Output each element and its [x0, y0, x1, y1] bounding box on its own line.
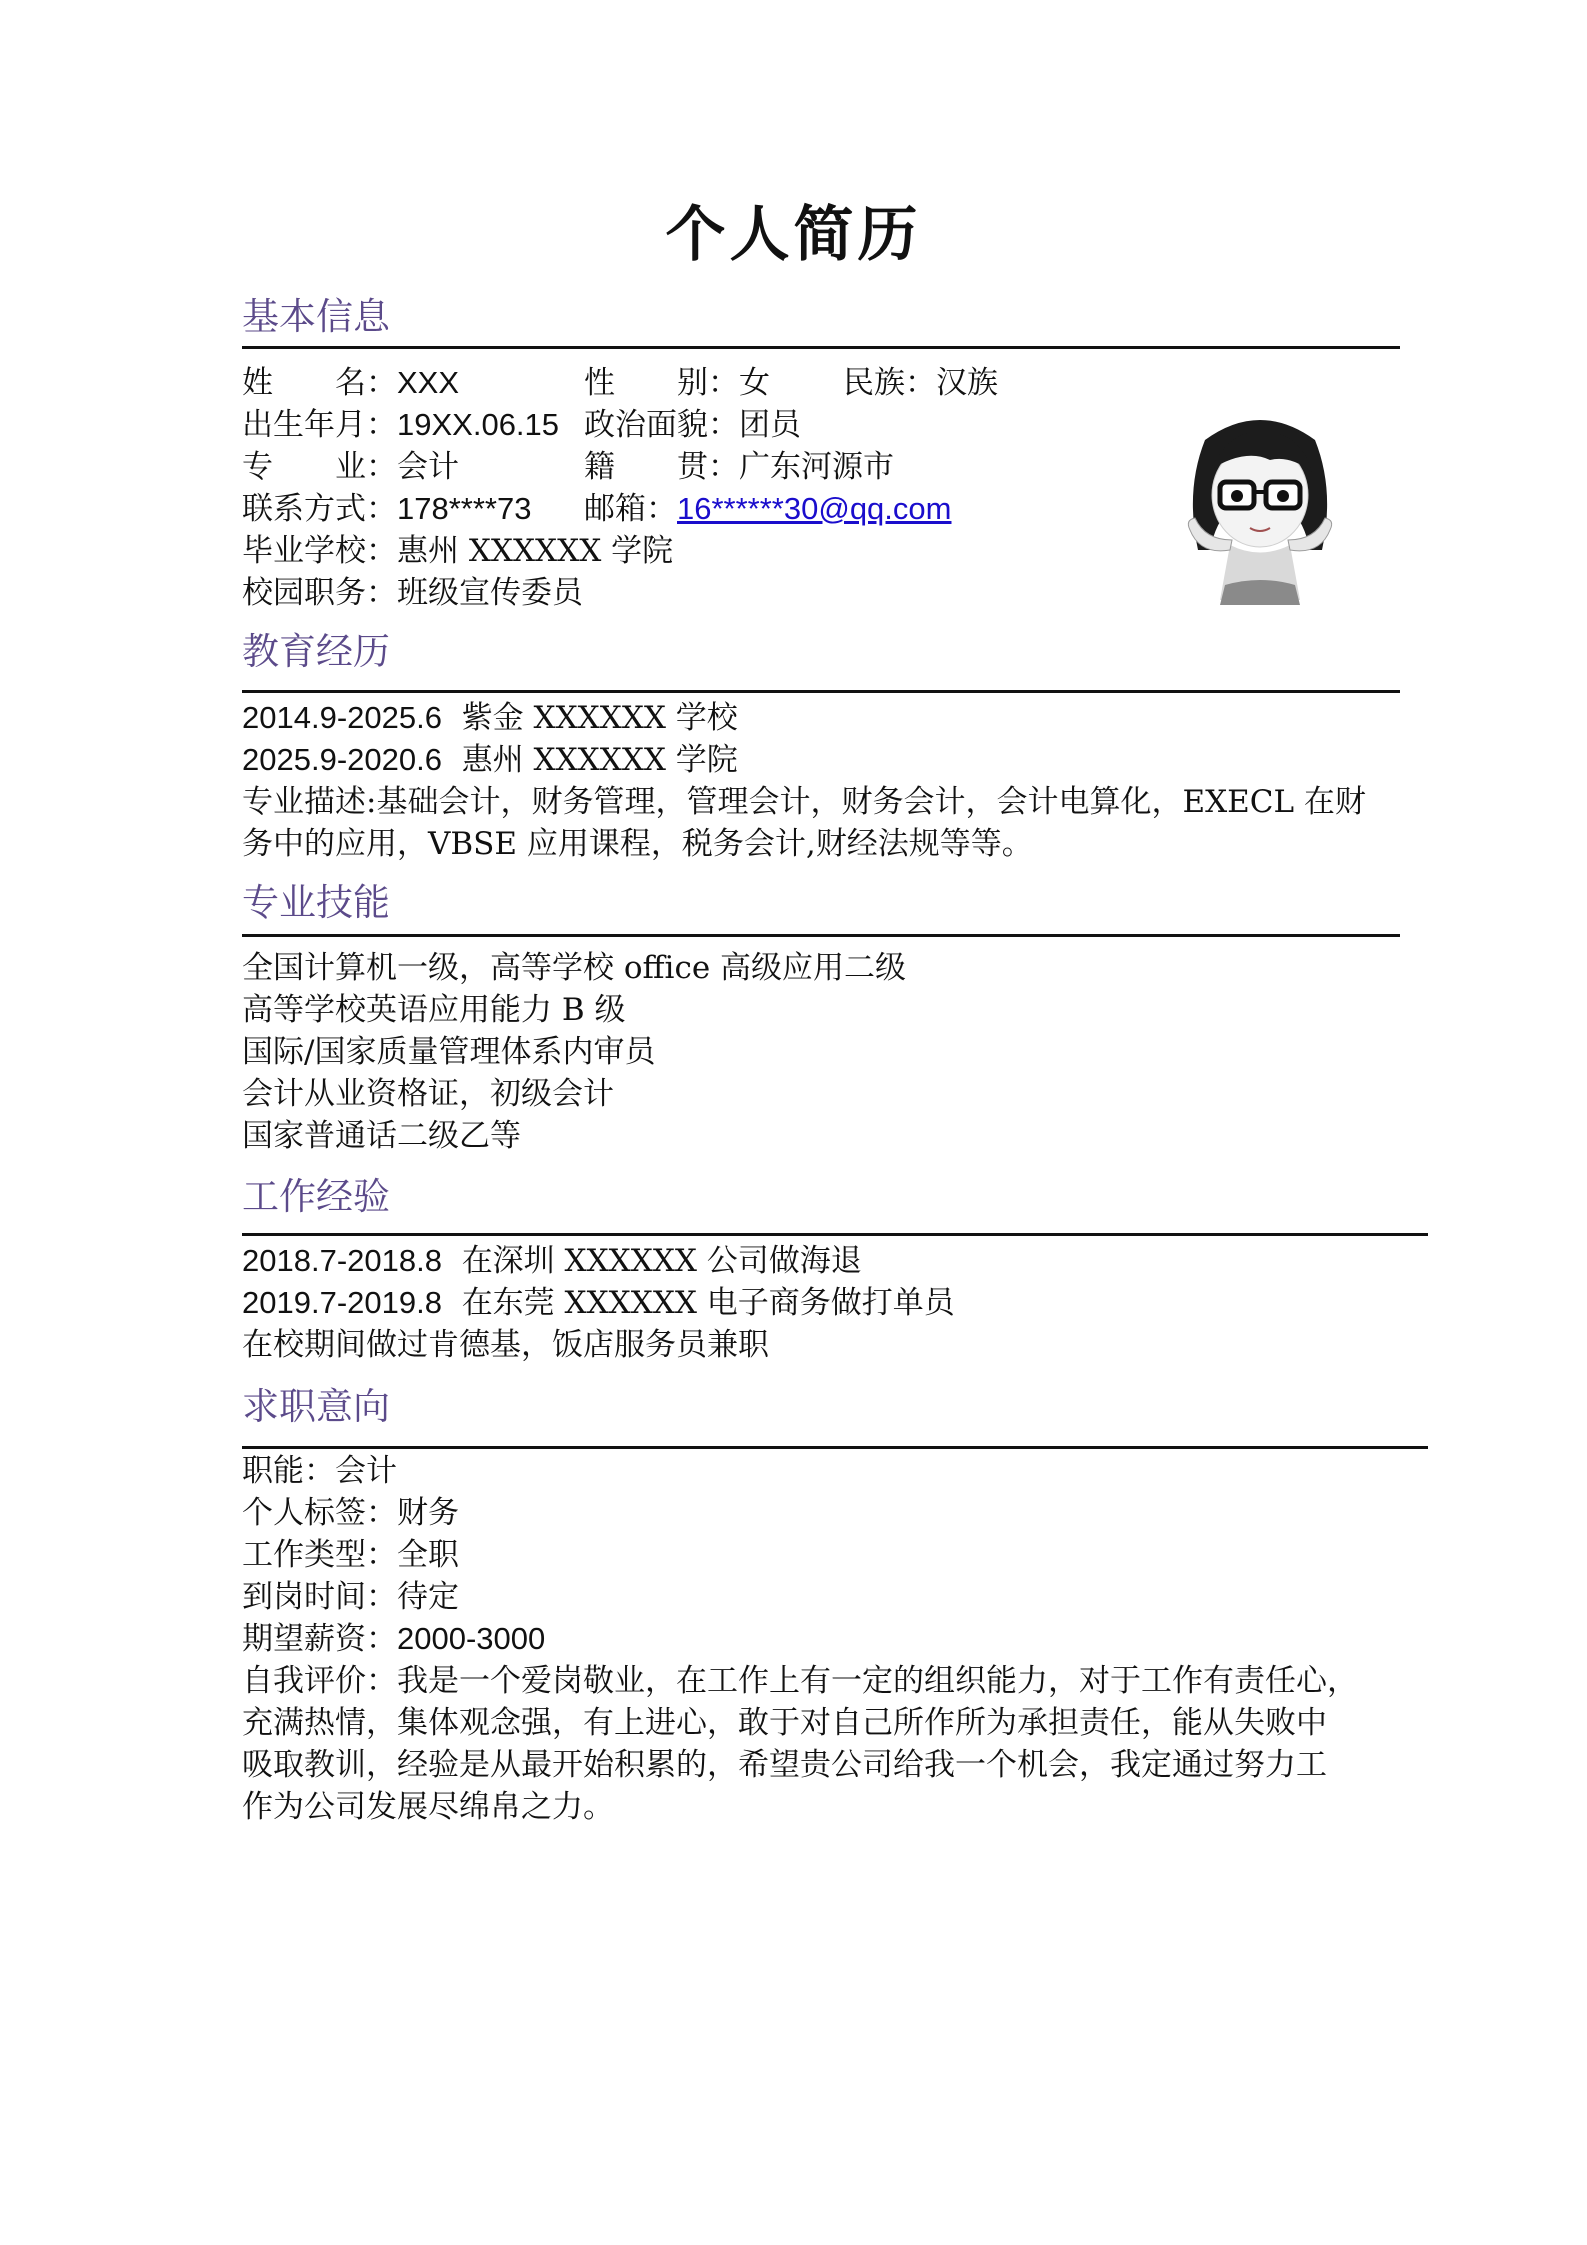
- major-label: 专 业：: [242, 449, 397, 485]
- education-school: 紫金 XXXXXX 学校: [461, 700, 738, 736]
- work-entry: [242, 1240, 862, 1282]
- intent-tag: 个人标签：财务: [242, 1495, 459, 1531]
- gender-label: 性 别：: [584, 365, 739, 401]
- section-rule-education: [242, 690, 1400, 693]
- email-row: [584, 488, 951, 530]
- cartoon-girl-with-glasses-icon: [1150, 400, 1370, 610]
- work-entry: [242, 1282, 955, 1324]
- skill-item: 国家普通话二级乙等: [242, 1118, 521, 1154]
- school-label: 毕业学校：: [242, 533, 397, 569]
- ethnicity-value: 汉族: [936, 365, 998, 401]
- political-value: 团员: [739, 407, 801, 443]
- contact-label: 联系方式：: [242, 491, 397, 527]
- self-evaluation-line: 充满热情，集体观念强，有上进心，敢于对自己所作所为承担责任，能从失败中: [242, 1705, 1327, 1741]
- native-value: 广东河源市: [739, 449, 894, 485]
- intent-function: 职能：会计: [242, 1453, 397, 1489]
- self-evaluation-line: 自我评价：我是一个爱岗敬业，在工作上有一定的组织能力，对于工作有责任心，: [242, 1663, 1358, 1699]
- birth-row: [242, 404, 559, 446]
- political-row: [584, 404, 801, 446]
- section-heading-basic: 基本信息: [242, 295, 390, 338]
- native-label: 籍 贯：: [584, 449, 739, 485]
- political-label: 政治面貌：: [584, 407, 739, 443]
- birth-label: 出生年月：: [242, 407, 397, 443]
- name-row: [242, 362, 459, 404]
- section-rule-basic: [242, 346, 1400, 349]
- education-period: 2025.9-2020.6: [242, 742, 442, 777]
- work-period: 2018.7-2018.8: [242, 1243, 442, 1278]
- skill-item: 国际/国家质量管理体系内审员: [242, 1034, 656, 1070]
- birth-value: 19XX.06.15: [397, 407, 560, 442]
- section-rule-intent: [242, 1446, 1428, 1449]
- contact-value: 178****73: [397, 491, 532, 526]
- gender-value: 女: [739, 365, 770, 401]
- salary-value: 2000-3000: [397, 1621, 546, 1656]
- native-row: [584, 446, 894, 488]
- campus-role-label: 校园职务：: [242, 575, 397, 611]
- email-label: 邮箱：: [584, 491, 677, 527]
- education-school: 惠州 XXXXXX 学院: [461, 742, 738, 778]
- ethnicity-label: 民族：: [843, 365, 936, 401]
- section-heading-skills: 专业技能: [242, 881, 390, 924]
- work-extra: 在校期间做过肯德基，饭店服务员兼职: [242, 1327, 769, 1363]
- page-title: 个人简历: [665, 200, 922, 270]
- education-entry: [242, 697, 738, 739]
- name-value: XXX: [397, 365, 460, 400]
- major-value: 会计: [397, 449, 459, 485]
- school-value: 惠州 XXXXXX 学院: [397, 533, 674, 569]
- ethnicity-row: [843, 362, 998, 404]
- major-row: [242, 446, 459, 488]
- education-period: 2014.9-2025.6: [242, 700, 442, 735]
- contact-row: [242, 488, 531, 530]
- gender-row: [584, 362, 770, 404]
- skill-item: 会计从业资格证，初级会计: [242, 1076, 614, 1112]
- work-period: 2019.7-2019.8: [242, 1285, 442, 1320]
- self-evaluation-line: 作为公司发展尽绵帛之力。: [242, 1789, 614, 1825]
- section-heading-work: 工作经验: [242, 1175, 390, 1218]
- work-desc: 在东莞 XXXXXX 电子商务做打单员: [461, 1285, 955, 1321]
- section-rule-skills: [242, 934, 1400, 937]
- section-heading-education: 教育经历: [242, 630, 390, 673]
- self-evaluation-line: 吸取教训，经验是从最开始积累的，希望贵公司给我一个机会，我定通过努力工: [242, 1747, 1327, 1783]
- intent-arrival: 到岗时间：待定: [242, 1579, 459, 1615]
- education-entry: [242, 739, 738, 781]
- campus-role-row: [242, 572, 583, 614]
- campus-role-value: 班级宣传委员: [397, 575, 583, 611]
- section-heading-intent: 求职意向: [242, 1385, 390, 1428]
- work-desc: 在深圳 XXXXXX 公司做海退: [461, 1243, 862, 1279]
- intent-type: 工作类型：全职: [242, 1537, 459, 1573]
- skill-item: 高等学校英语应用能力 B 级: [242, 992, 626, 1028]
- intent-salary: [242, 1618, 545, 1660]
- education-description-line: 专业描述:基础会计，财务管理，管理会计，财务会计，会计电算化，EXECL 在财: [242, 784, 1366, 820]
- school-row: [242, 530, 673, 572]
- email-link[interactable]: 16******30@qq.com: [677, 491, 952, 526]
- salary-label: 期望薪资：: [242, 1621, 397, 1657]
- education-description-line: 务中的应用，VBSE 应用课程，税务会计,财经法规等等。: [242, 826, 1033, 862]
- skill-item: 全国计算机一级，高等学校 office 高级应用二级: [242, 950, 907, 986]
- section-rule-work: [242, 1233, 1428, 1236]
- name-label: 姓 名：: [242, 365, 397, 401]
